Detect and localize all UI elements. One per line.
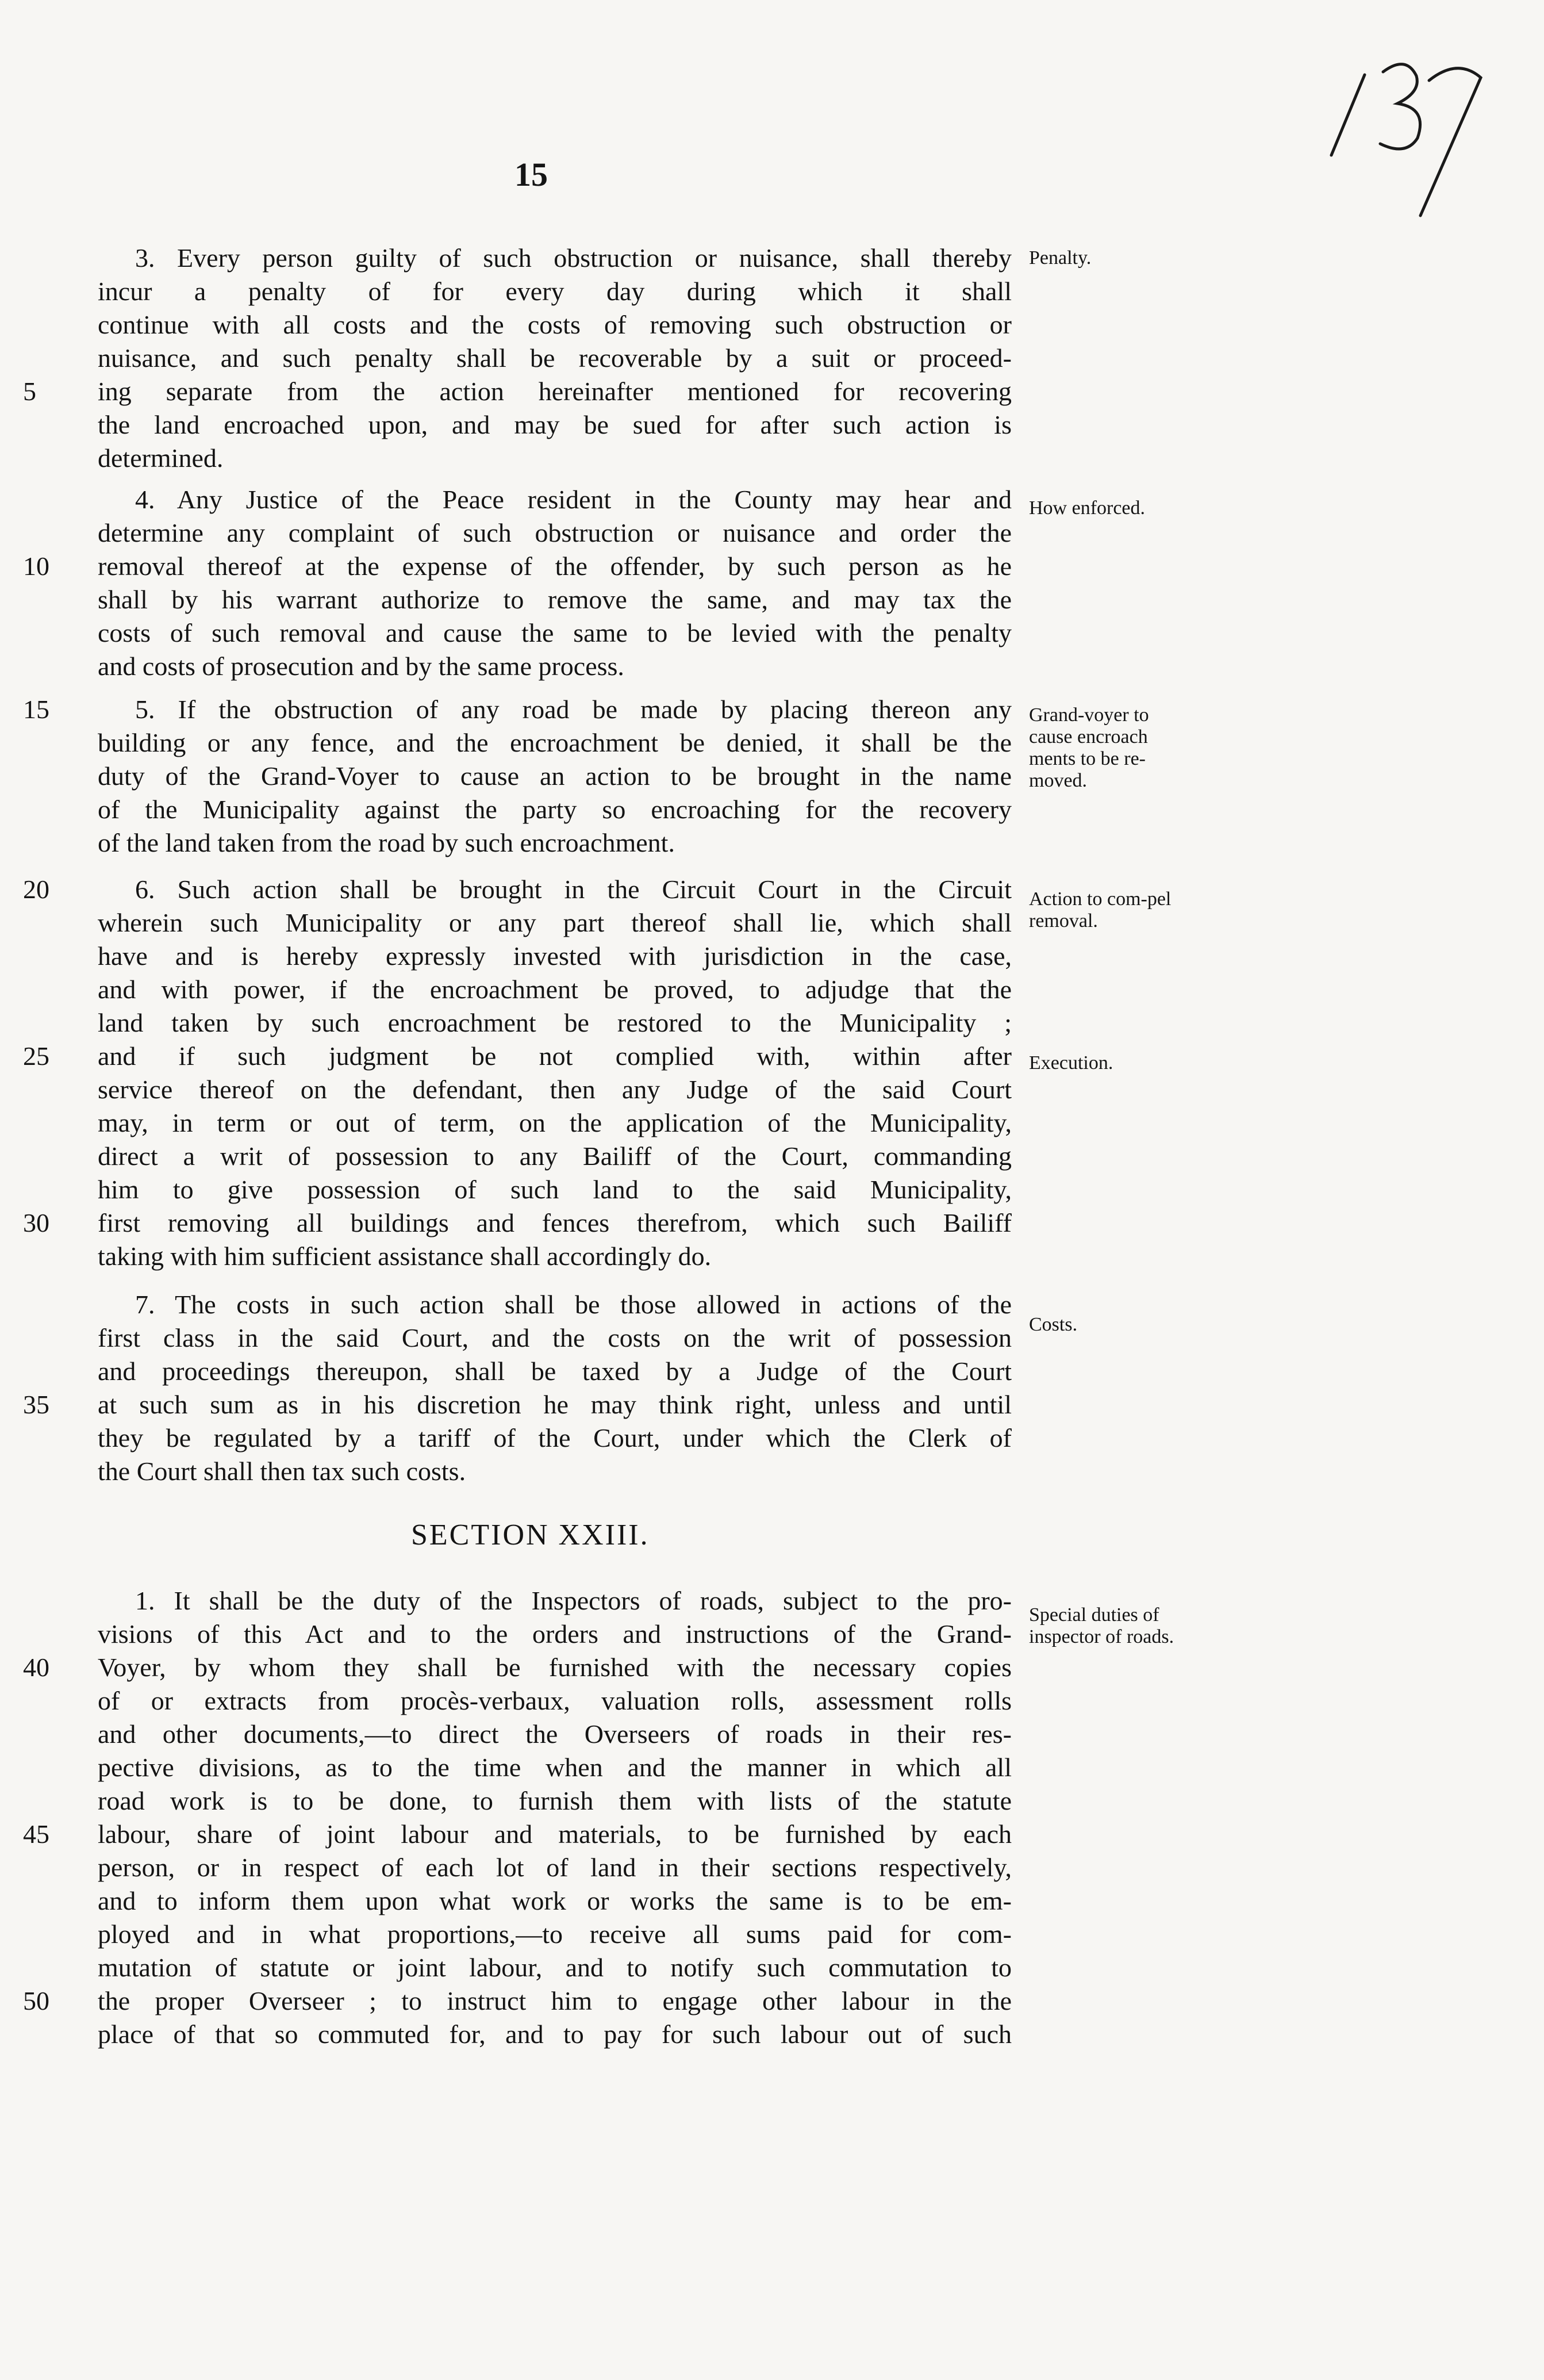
text-line: first removing all buildings and fences therefrom, which such Bailiff [98, 1208, 1012, 1237]
margin-note-special-duties: Special duties of inspector of roads. [1029, 1604, 1174, 1647]
margin-note-action: Action to com-pel removal. [1029, 888, 1172, 932]
text-line: wherein such Municipality or any part thereof shall lie, which shall [98, 908, 1012, 937]
text-line: and other documents,—to direct the Overseers of roads in their res- [98, 1719, 1012, 1749]
text-line: continue with all costs and the costs of removing such obstruction or [98, 310, 1012, 339]
text-line: 5. If the obstruction of any road be made by placing thereon any [135, 695, 1012, 724]
text-line: the proper Overseer ; to instruct him to engage other labour in the [98, 1986, 1012, 2015]
handwritten-folio-number [1320, 23, 1492, 219]
text-line: 4. Any Justice of the Peace resident in the County may hear and [135, 485, 1012, 514]
text-line: mutation of statute or joint labour, and to notify such commutation to [98, 1953, 1012, 1982]
margin-note-execution: Execution. [1029, 1052, 1113, 1074]
text-line: 7. The costs in such action shall be those allowed in actions of the [135, 1290, 1012, 1319]
text-line: and proceedings thereupon, shall be taxed by a Judge of the Court [98, 1356, 1012, 1386]
text-line: taking with him sufficient assistance shall accordingly do. [98, 1241, 712, 1271]
line-number: 45 [23, 1819, 49, 1849]
line-number: 5 [23, 377, 36, 406]
margin-note-penalty: Penalty. [1029, 247, 1092, 269]
text-line: ployed and in what proportions,—to receive all sums paid for com- [98, 1919, 1012, 1949]
text-line: pective divisions, as to the time when and the manner in which all [98, 1753, 1012, 1782]
text-line: the Court shall then tax such costs. [98, 1457, 466, 1486]
text-line: shall by his warrant authorize to remove the same, and may tax the [98, 585, 1012, 614]
text-line: of the Municipality against the party so encroaching for the recovery [98, 795, 1012, 824]
text-line: duty of the Grand-Voyer to cause an action to be brought in the name [98, 761, 1012, 791]
margin-note-how-enforced: How enforced. [1029, 497, 1146, 519]
text-line: and to inform them upon what work or works the same is to be em- [98, 1886, 1012, 1915]
margin-note-grand-voyer: Grand-voyer to cause encroach ments to be re-moved. [1029, 704, 1149, 791]
line-number: 30 [23, 1208, 49, 1237]
text-line: at such sum as in his discretion he may think right, unless and until [98, 1390, 1012, 1419]
text-line: him to give possession of such land to the said Municipality, [98, 1175, 1012, 1204]
text-line: may, in term or out of term, on the application of the Municipality, [98, 1108, 1012, 1137]
text-line: of the land taken from the road by such encroachment. [98, 828, 675, 857]
text-line: place of that so commuted for, and to pay for such labour out of such [98, 2019, 1012, 2049]
line-number: 20 [23, 875, 49, 904]
text-line: land taken by such encroachment be restored to the Municipality ; [98, 1008, 1012, 1037]
page-number: 15 [514, 156, 548, 193]
text-line: Voyer, by whom they shall be furnished with the necessary copies [98, 1653, 1012, 1682]
line-number: 15 [23, 695, 49, 724]
text-line: incur a penalty of for every day during which it shall [98, 277, 1012, 306]
text-line: ing separate from the action hereinafter mentioned for recovering [98, 377, 1012, 406]
text-line: removal thereof at the expense of the offender, by such person as he [98, 551, 1012, 581]
line-number: 50 [23, 1986, 49, 2015]
text-line: visions of this Act and to the orders and instructions of the Grand- [98, 1619, 1012, 1649]
text-line: 1. It shall be the duty of the Inspectors of roads, subject to the pro- [135, 1586, 1012, 1615]
text-line: labour, share of joint labour and materials, to be furnished by each [98, 1819, 1012, 1849]
text-line: determined. [98, 443, 224, 473]
text-line: 6. Such action shall be brought in the Circuit Court in the Circuit [135, 875, 1012, 904]
line-number: 25 [23, 1041, 49, 1071]
line-number: 40 [23, 1653, 49, 1682]
text-line: road work is to be done, to furnish them with lists of the statute [98, 1786, 1012, 1815]
text-line: of or extracts from procès-verbaux, valuation rolls, assessment rolls [98, 1686, 1012, 1715]
text-line: determine any complaint of such obstruction or nuisance and order the [98, 518, 1012, 547]
margin-note-costs: Costs. [1029, 1314, 1078, 1335]
section-heading: SECTION XXIII. [411, 1519, 650, 1551]
text-line: the land encroached upon, and may be sued for after such action is [98, 410, 1012, 439]
text-line: nuisance, and such penalty shall be recoverable by a suit or proceed- [98, 343, 1012, 373]
text-line: direct a writ of possession to any Bailiff of the Court, commanding [98, 1141, 1012, 1171]
text-line: costs of such removal and cause the same to be levied with the penalty [98, 618, 1012, 647]
text-line: they be regulated by a tariff of the Court, under which the Clerk of [98, 1423, 1012, 1452]
text-line: person, or in respect of each lot of land in their sections respectively, [98, 1853, 1012, 1882]
text-line: have and is hereby expressly invested with jurisdiction in the case, [98, 941, 1012, 971]
text-line: and if such judgment be not complied with, within after [98, 1041, 1012, 1071]
text-line: first class in the said Court, and the costs on the writ of possession [98, 1323, 1012, 1352]
text-line: and costs of prosecution and by the same process. [98, 651, 624, 681]
line-number: 10 [23, 551, 49, 581]
text-line: service thereof on the defendant, then any Judge of the said Court [98, 1075, 1012, 1104]
text-line: 3. Every person guilty of such obstruction or nuisance, shall thereby [135, 243, 1012, 273]
text-line: building or any fence, and the encroachment be denied, it shall be the [98, 728, 1012, 757]
line-number: 35 [23, 1390, 49, 1419]
text-line: and with power, if the encroachment be proved, to adjudge that the [98, 975, 1012, 1004]
